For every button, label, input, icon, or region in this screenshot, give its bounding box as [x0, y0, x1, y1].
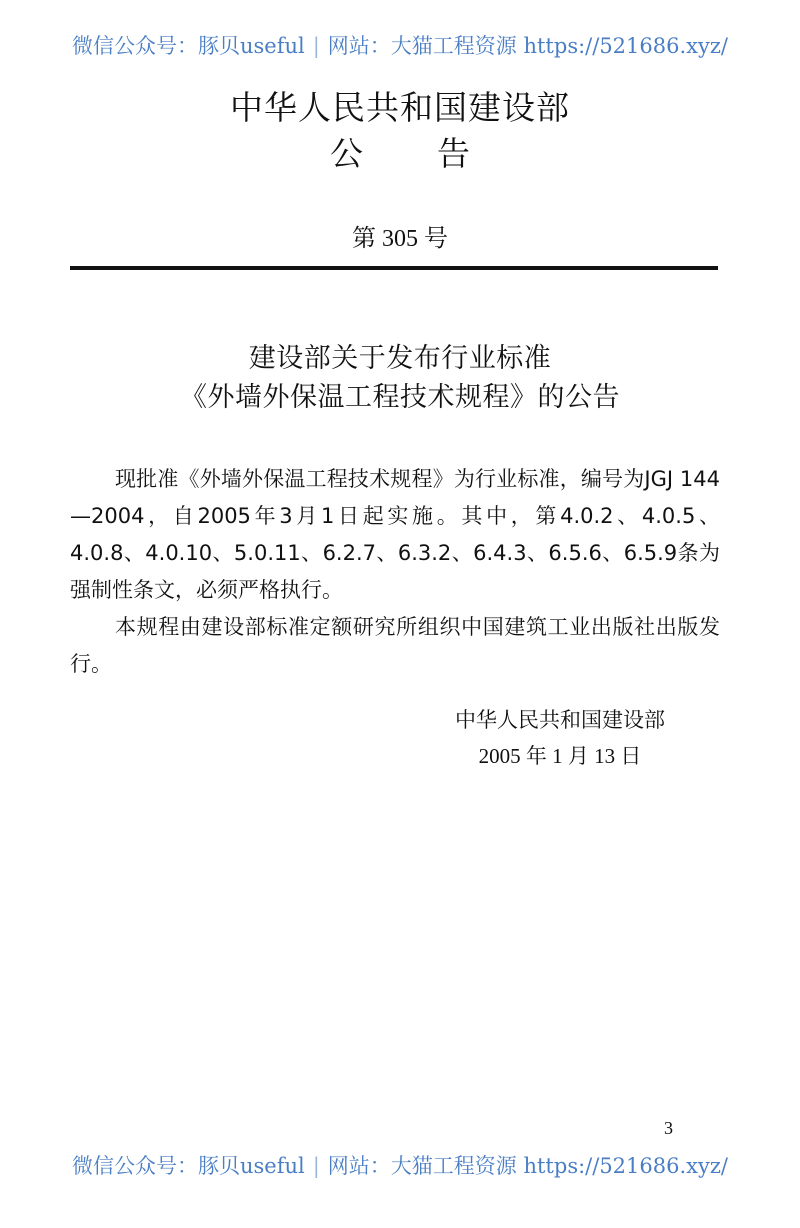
document-number-suffix: 号 [424, 224, 448, 252]
watermark-separator: | [312, 1154, 320, 1178]
watermark-site: 网站：大猫工程资源 https://521686.xyz/ [327, 34, 729, 58]
doc-type-title [0, 128, 800, 175]
page-number: 3 [664, 1118, 673, 1138]
signature-date: 2005 年 1 月 13 日 [478, 744, 642, 768]
document-number-prefix: 第 [352, 224, 376, 252]
document-number-value: 305 [382, 226, 418, 252]
announcement-heading-line-1: 建设部关于发布行业标准 [248, 343, 552, 374]
watermark-separator: | [312, 34, 320, 58]
watermark-wechat: 微信公众号：豚贝useful [71, 34, 305, 58]
body-paragraph-2: 本规程由建设部标准定额研究所组织中国建筑工业出版社出版发行。 [70, 615, 720, 676]
header-divider [70, 266, 718, 270]
announcement-heading-line-2: 《外墙外保温工程技术规程》的公告 [180, 382, 620, 413]
announcement-body [70, 461, 720, 683]
signature-issuer: 中华人民共和国建设部 [455, 708, 665, 732]
doc-type-char-2: 告 [437, 134, 470, 173]
watermark-bottom [0, 1150, 800, 1180]
issuer-title: 中华人民共和国建设部 [230, 88, 570, 127]
watermark-site: 网站：大猫工程资源 https://521686.xyz/ [327, 1154, 729, 1178]
watermark-wechat: 微信公众号：豚贝useful [71, 1154, 305, 1178]
watermark-top [0, 30, 800, 60]
doc-type-char-1: 公 [330, 134, 363, 173]
signature-block [430, 702, 690, 774]
document-number [0, 218, 800, 253]
body-paragraph-1: 现批准《外墙外保温工程技术规程》为行业标准，编号为JGJ 144—2004，自2005年3月1日起实施。其中，第4.0.2、4.0.5、4.0.8、4.0.10、5.0.11、6.2.7、6.3.2、6.4.3、6.5.6、6.5.9条为强制性条文，必须严格执行。 [70, 467, 720, 602]
